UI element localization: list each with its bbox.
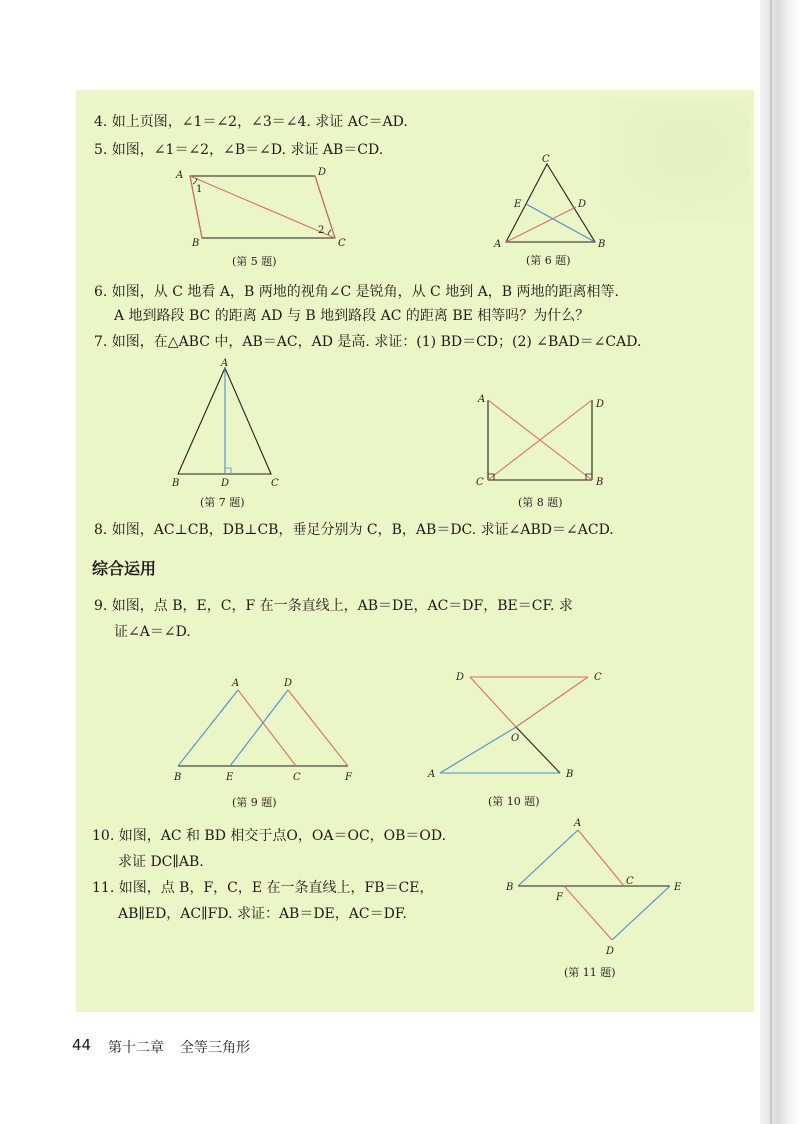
fig8-label-b: B	[596, 477, 604, 488]
figure-7	[168, 358, 288, 518]
fig11-label-c: C	[626, 876, 634, 887]
fig7-caption: (第 7 题)	[200, 496, 245, 509]
figure-5	[170, 160, 360, 270]
fig11-caption: (第 11 题)	[564, 966, 616, 979]
fig6-caption: (第 6 题)	[526, 254, 571, 267]
question-6-line2: A 地到路段 BC 的距离 AD 与 B 地到路段 AC 的距离 BE 相等吗？为什么？	[114, 308, 590, 324]
fig6-label-a: A	[494, 239, 502, 250]
chapter-label: 第十二章	[108, 1040, 164, 1056]
fig9-side-de	[230, 690, 288, 766]
figure-6	[490, 152, 620, 272]
figure-8	[474, 392, 614, 517]
fig8-label-d: D	[596, 399, 605, 410]
fig11-side-de	[612, 886, 670, 940]
fig6-label-c: C	[542, 154, 550, 165]
question-11-line2: AB∥ED，AC∥FD. 求证：AB＝DE，AC＝DF.	[118, 906, 407, 922]
fig9-side-ac	[238, 690, 296, 766]
fig7-right-angle	[225, 468, 231, 474]
fig9-side-df	[288, 690, 348, 766]
fig9-label-d: D	[284, 678, 293, 689]
fig10-segment-ob	[516, 727, 560, 773]
fig11-side-ab	[518, 830, 578, 886]
figure-11	[502, 812, 692, 992]
fig6-label-d: D	[578, 199, 587, 210]
fig5-caption: (第 5 题)	[232, 255, 277, 268]
question-5: 5. 如图，∠1＝∠2，∠B＝∠D. 求证 AB＝CD.	[94, 142, 384, 158]
fig8-label-a: A	[478, 394, 486, 405]
fig10-segment-oa	[440, 727, 516, 773]
question-9-line1: 9. 如图，点 B，E，C，F 在一条直线上，AB＝DE，AC＝DF，BE＝CF. 求	[94, 598, 573, 614]
question-10-line1: 10. 如图，AC 和 BD 相交于点O，OA＝OC，OB＝OD.	[92, 828, 447, 844]
fig8-caption: (第 8 题)	[518, 496, 563, 509]
chapter-title: 全等三角形	[180, 1040, 250, 1056]
section-title: 综合运用	[92, 559, 157, 578]
fig5-label-c: C	[338, 238, 346, 249]
fig8-label-c: C	[476, 477, 484, 488]
page-edge-shadow	[760, 0, 800, 1124]
question-10-line2: 求证 DC∥AB.	[118, 854, 204, 870]
fig9-caption: (第 9 题)	[232, 796, 277, 809]
fig11-label-f: F	[556, 892, 563, 903]
fig10-segment-do	[470, 677, 516, 727]
fig11-side-ac	[578, 830, 624, 886]
fig10-label-o: O	[511, 733, 520, 744]
fig10-label-b: B	[566, 769, 574, 780]
fig5-angle2-arc	[328, 230, 331, 235]
fig9-side-ab	[178, 690, 238, 766]
question-9-line2: 证∠A＝∠D.	[114, 624, 191, 640]
fig7-label-a: A	[221, 358, 229, 369]
fig9-label-f: F	[345, 772, 352, 783]
fig10-label-d: D	[456, 672, 465, 683]
fig11-label-b: B	[506, 882, 514, 893]
fig11-label-d: D	[606, 946, 615, 957]
bleed-through-area	[600, 100, 750, 220]
fig10-label-c: C	[594, 672, 602, 683]
question-8: 8. 如图，AC⊥CB，DB⊥CB，垂足分别为 C，B，AB＝DC. 求证∠ABD＝∠ACD.	[94, 522, 614, 538]
fig6-label-e: E	[514, 199, 522, 210]
fig9-label-b: B	[174, 772, 182, 783]
fig9-label-c: C	[293, 772, 301, 783]
fig5-label-1: 1	[196, 184, 203, 195]
question-11-line1: 11. 如图，点 B，F，C，E 在一条直线上，FB＝CE，	[92, 880, 434, 896]
fig7-label-d: D	[221, 478, 230, 489]
page-number: 44	[72, 1036, 92, 1054]
fig10-caption: (第 10 题)	[488, 795, 540, 808]
fig5-label-d: D	[318, 167, 327, 178]
fig11-label-a: A	[574, 818, 582, 829]
fig11-side-fd	[564, 886, 612, 940]
question-6-line1: 6. 如图，从 C 地看 A，B 两地的视角∠C 是锐角，从 C 地到 A，B 两地的距离相等.	[94, 284, 619, 300]
question-4: 4. 如上页图，∠1＝∠2，∠3＝∠4. 求证 AC＝AD.	[94, 114, 408, 130]
figure-10	[424, 665, 614, 815]
fig7-label-b: B	[172, 478, 180, 489]
fig5-label-2: 2	[318, 225, 325, 236]
fig5-label-a: A	[176, 170, 184, 181]
page-edge-line	[770, 0, 772, 1124]
fig7-label-c: C	[271, 478, 279, 489]
fig10-label-a: A	[428, 769, 436, 780]
figure-9	[170, 672, 370, 812]
fig5-label-b: B	[192, 238, 200, 249]
fig9-label-a: A	[232, 678, 240, 689]
fig6-label-b: B	[598, 239, 606, 250]
fig11-label-e: E	[674, 882, 682, 893]
question-7: 7. 如图，在△ABC 中，AB＝AC，AD 是高. 求证：(1) BD＝CD；(2) ∠BAD＝∠CAD.	[94, 334, 642, 350]
fig5-diagonal	[190, 176, 335, 238]
fig9-label-e: E	[226, 772, 234, 783]
fig10-segment-co	[516, 677, 588, 727]
